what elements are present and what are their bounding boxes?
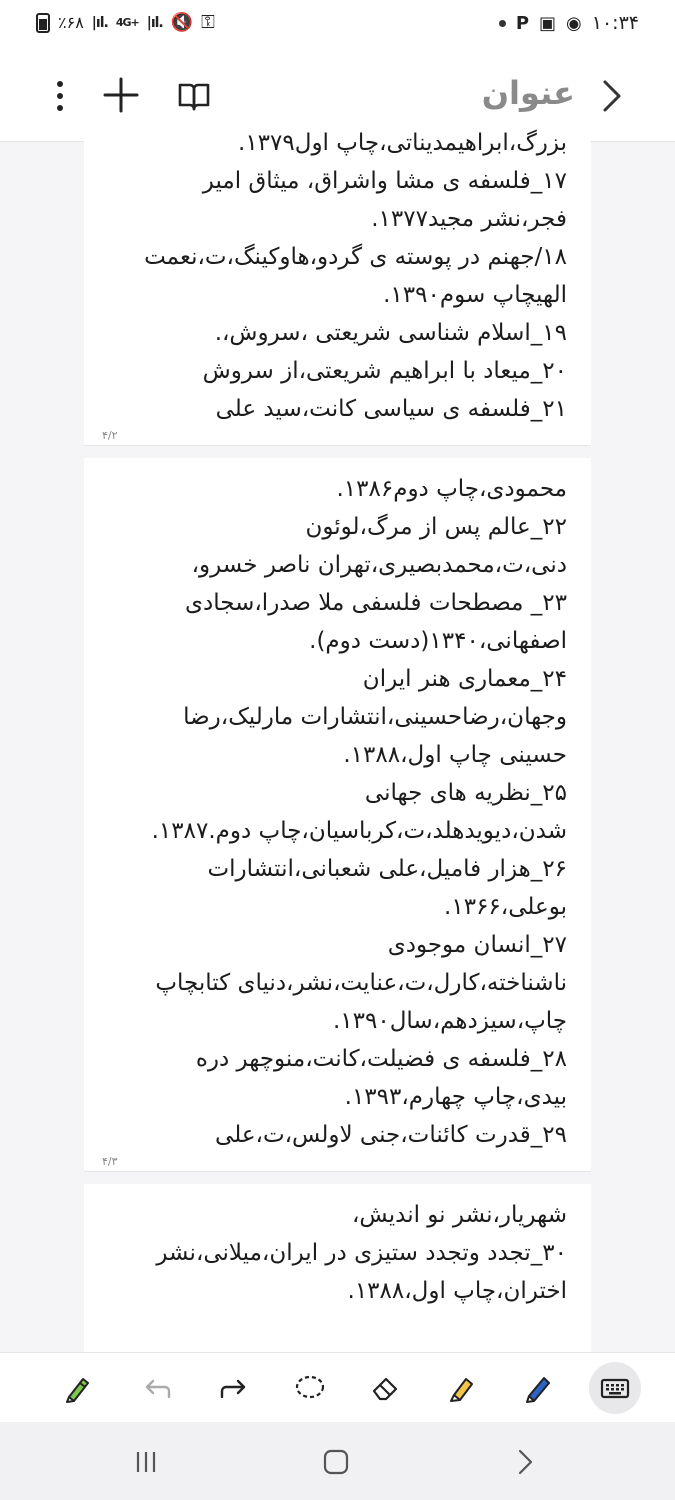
text-line: ۲۹_قدرت کائنات،جنی لاولس،ت،علی — [215, 1122, 567, 1148]
more-vertical-icon — [44, 76, 76, 116]
text-line: ۱۸/جهنم در پوسته ی گردو،هاوکینگ،ت،نعمت — [144, 244, 567, 270]
status-bar — [0, 0, 675, 52]
recents-icon — [129, 1445, 163, 1479]
text-line: ۲۲_عالم پس از مرگ،لوئون — [305, 514, 567, 540]
chrome-icon: ◉ — [566, 12, 582, 34]
text-line: بیدی،چاپ چهارم،۱۳۹۳. — [344, 1084, 567, 1110]
text-line: شدن،دیویدهلد،ت،کرباسیان،چاپ دوم.۱۳۸۷. — [151, 818, 567, 844]
text-line: حسینی چاپ اول،۱۳۸۸. — [343, 742, 567, 768]
back-nav-button[interactable] — [504, 1442, 544, 1482]
page-text — [84, 1184, 591, 1310]
text-line: ۱۹_اسلام شناسی شریعتی ،سروش،. — [214, 320, 567, 346]
text-line: ۲۳_ مصطحات فلسفی ملا صدرا،سجادی — [185, 590, 567, 616]
keyboard-button[interactable] — [589, 1362, 641, 1414]
page-text — [84, 128, 591, 428]
text-line: ۲۵_نظریه های جهانی — [364, 780, 567, 806]
text-line: ۲۰_میعاد با ابراهیم شریعتی،از سروش — [202, 358, 567, 384]
notification-dot-icon — [499, 20, 506, 27]
text-line: فجر،نشر مجید۱۳۷۷. — [371, 206, 567, 232]
lasso-select-button[interactable] — [288, 1366, 332, 1410]
plus-icon — [100, 74, 142, 116]
network-type: 4G+ — [115, 16, 139, 29]
text-line: چاپ،سیزدهم،سال۱۳۹۰. — [332, 1008, 567, 1034]
note-page-2[interactable] — [84, 128, 591, 446]
highlighter-button[interactable] — [440, 1366, 484, 1410]
text-line: الهیچاپ سوم۱۳۹۰. — [383, 282, 567, 308]
text-line: شهریار،نشر نو اندیش، — [351, 1202, 567, 1228]
home-button[interactable] — [316, 1442, 356, 1482]
text-line: ۲۷_انسان موجودی — [387, 932, 567, 958]
nav-back-icon — [507, 1445, 541, 1479]
text-line: ناشناخته،کارل،ت،عنایت،نشر،دنیای کتابچاپ — [155, 970, 567, 996]
text-line: ۲۶_هزار فامیل،علی شعبانی،انتشارات — [207, 856, 567, 882]
text-line: محمودی،چاپ دوم۱۳۸۶. — [336, 476, 567, 502]
recent-apps-button[interactable] — [126, 1442, 166, 1482]
eraser-icon — [368, 1371, 402, 1405]
drawing-toolbar — [0, 1352, 675, 1422]
keyboard-icon — [598, 1371, 632, 1405]
note-page-3[interactable] — [84, 458, 591, 1172]
signal-icon-2: |ıl. — [146, 14, 163, 31]
text-line: ۲۴_معماری هنر ایران — [362, 666, 567, 692]
pen-tool-icon — [61, 1371, 95, 1405]
add-button[interactable] — [100, 74, 142, 116]
system-nav-bar — [0, 1422, 675, 1500]
eraser-button[interactable] — [363, 1366, 407, 1410]
home-icon — [319, 1445, 353, 1479]
text-line: بوعلی،۱۳۶۶. — [444, 894, 567, 920]
text-line: ۲۱_فلسفه ی سیاسی کانت،سید علی — [215, 396, 567, 422]
lasso-icon — [293, 1371, 327, 1405]
text-line: وجهان،رضاحسینی،انتشارات مارلیک،رضا — [183, 704, 567, 730]
reading-mode-button[interactable] — [174, 76, 214, 116]
note-page-4[interactable] — [84, 1184, 591, 1352]
page-number: ۴/۲ — [102, 429, 118, 442]
back-button[interactable] — [593, 74, 633, 118]
text-line: اصفهانی،۱۳۴۰(دست دوم). — [309, 628, 567, 654]
status-right — [499, 12, 639, 34]
text-line: ۳۰_تجدد وتجدد ستیزی در ایران،میلانی،نشر — [156, 1240, 567, 1266]
redo-button[interactable] — [211, 1366, 255, 1410]
battery-level: ٪۶۸ — [58, 13, 84, 32]
pen-button[interactable] — [516, 1366, 560, 1410]
status-time: ۱۰:۳۴ — [591, 12, 639, 34]
undo-button[interactable] — [136, 1366, 180, 1410]
note-title[interactable]: عنوان — [481, 74, 575, 112]
redo-icon — [216, 1371, 250, 1405]
text-line: ۱۷_فلسفه ی مشا واشراق، میثاق امیر — [202, 168, 567, 194]
text-line: دنی،ت،محمدبصیری،تهران ناصر خسرو، — [191, 552, 567, 578]
text-line: بزرگ،ابراهیمدیناتی،چاپ اول۱۳۷۹. — [238, 130, 567, 156]
gallery-icon: ▣ — [539, 12, 557, 34]
mute-icon: 🔇 — [170, 12, 194, 33]
signal-icon: |ıl. — [91, 14, 108, 31]
undo-icon — [141, 1371, 175, 1405]
chevron-right-icon — [593, 74, 633, 118]
highlighter-icon — [445, 1371, 479, 1405]
page-text — [84, 458, 591, 1154]
more-options-button[interactable] — [44, 76, 76, 116]
status-left — [36, 12, 215, 33]
book-icon — [174, 76, 214, 116]
pen-icon — [521, 1371, 555, 1405]
key-icon: ⚿ — [201, 12, 215, 33]
app-p-icon: P — [515, 12, 530, 34]
pen-settings-button[interactable] — [56, 1366, 100, 1410]
battery-icon — [36, 13, 50, 33]
text-line: اختران،چاپ اول،۱۳۸۸. — [347, 1278, 567, 1304]
page-number: ۴/۳ — [102, 1155, 118, 1168]
text-line: ۲۸_فلسفه ی فضیلت،کانت،منوچهر دره — [195, 1046, 567, 1072]
